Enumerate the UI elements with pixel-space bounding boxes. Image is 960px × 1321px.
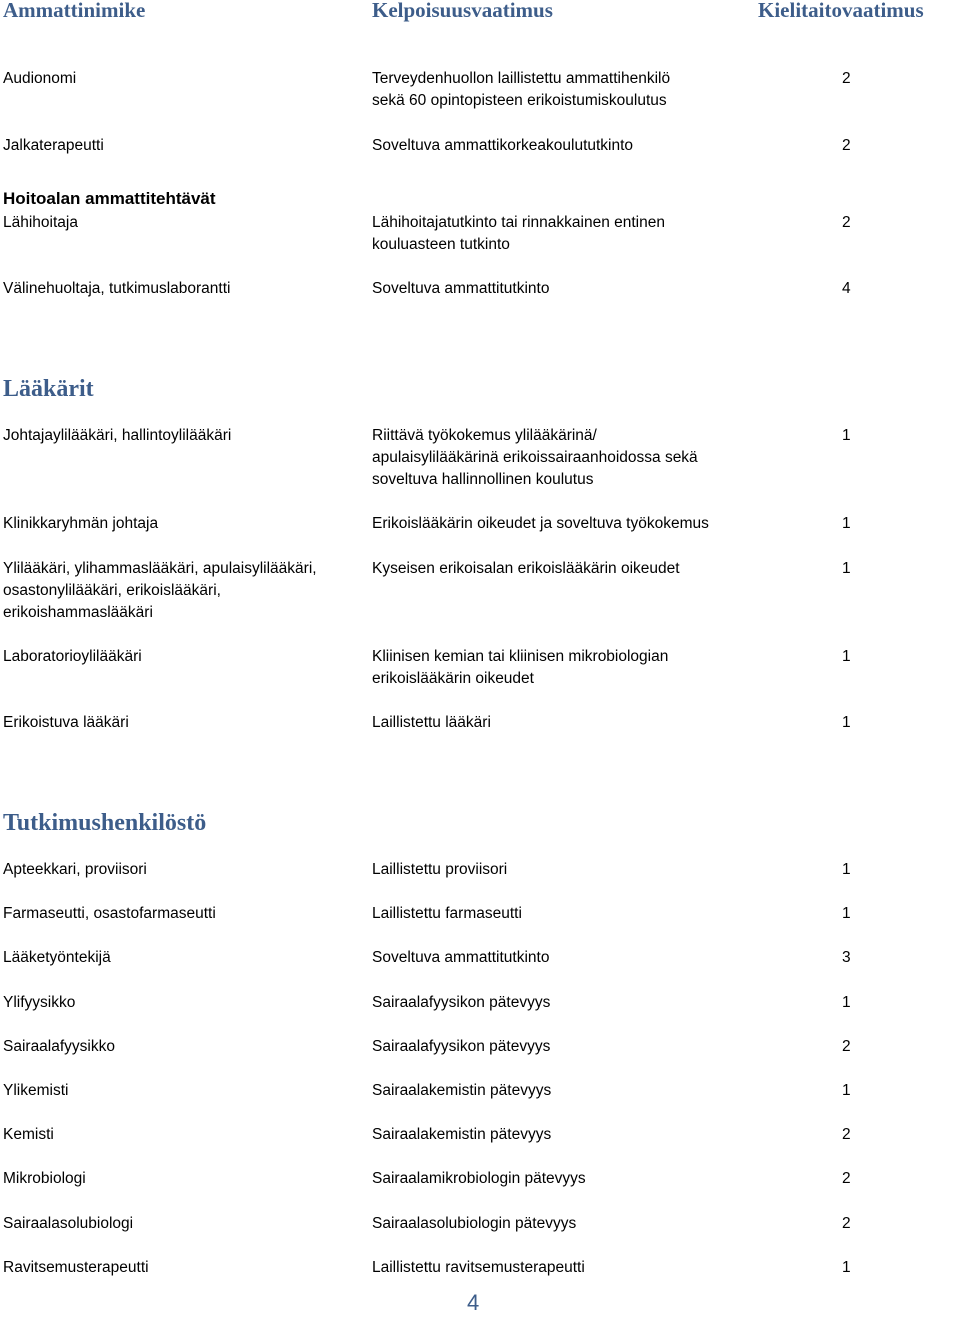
language-level: 2 — [842, 1126, 851, 1143]
requirement: Laillistettu proviisori — [372, 861, 508, 878]
section-title-tutkimushenkilosto: Tutkimushenkilöstö — [3, 810, 207, 836]
requirement: Terveydenhuollon laillistettu ammattihenkilö sekä 60 opintopisteen erikoistumiskoulutus — [372, 70, 671, 109]
job-title: Farmaseutti, osastofarmaseutti — [3, 905, 216, 922]
requirement: Kliinisen kemian tai kliinisen mikrobiologian erikoislääkärin oikeudet — [372, 648, 669, 687]
language-level: 1 — [842, 560, 851, 577]
requirement: Erikoislääkärin oikeudet ja soveltuva työkokemus — [372, 515, 709, 532]
language-level: 1 — [842, 648, 851, 665]
job-title: Mikrobiologi — [3, 1170, 86, 1187]
job-title: Apteekkari, proviisori — [3, 861, 147, 878]
requirement: Soveltuva ammattitutkinto — [372, 280, 550, 297]
job-title: Lähihoitaja — [3, 214, 78, 231]
language-level: 1 — [842, 994, 851, 1011]
job-title: Ylikemisti — [3, 1082, 69, 1099]
requirement: Kyseisen erikoisalan erikoislääkärin oikeudet — [372, 560, 680, 577]
job-title: Jalkaterapeutti — [3, 137, 104, 154]
requirement: Laillistettu farmaseutti — [372, 905, 522, 922]
job-title: Lääketyöntekijä — [3, 949, 111, 966]
requirement: Sairaalakemistin pätevyys — [372, 1126, 552, 1143]
job-title: Laboratorioylilääkäri — [3, 648, 142, 665]
language-level: 2 — [842, 70, 851, 87]
requirement: Sairaalasolubiologin pätevyys — [372, 1215, 577, 1232]
language-level: 2 — [842, 1215, 851, 1232]
requirement: Laillistettu ravitsemusterapeutti — [372, 1259, 585, 1276]
table-header — [0, 0, 960, 24]
header-title-col: Ammattinimike — [3, 0, 146, 22]
job-title: Välinehuoltaja, tutkimuslaborantti — [3, 280, 231, 297]
language-level: 4 — [842, 280, 851, 297]
requirement: Sairaalakemistin pätevyys — [372, 1082, 552, 1099]
language-level: 2 — [842, 1038, 851, 1055]
job-title: Audionomi — [3, 70, 77, 87]
job-title: Ravitsemusterapeutti — [3, 1259, 149, 1276]
page-number: 4 — [467, 1290, 480, 1315]
job-title: Sairaalafyysikko — [3, 1038, 115, 1055]
job-title: Klinikkaryhmän johtaja — [3, 515, 159, 532]
language-level: 2 — [842, 137, 851, 154]
job-title: Sairaalasolubiologi — [3, 1215, 134, 1232]
requirement: Sairaalafyysikon pätevyys — [372, 1038, 551, 1055]
job-title: Kemisti — [3, 1126, 54, 1143]
requirement: Riittävä työkokemus ylilääkärinä/ apulaisylilääkärinä erikoissairaanhoidossa sekä soveltuva hallinnollinen koulutus — [372, 427, 698, 488]
language-level: 2 — [842, 1170, 851, 1187]
requirement: Sairaalafyysikon pätevyys — [372, 994, 551, 1011]
language-level: 1 — [842, 1082, 851, 1099]
job-title: Johtajaylilääkäri, hallintoylilääkäri — [3, 427, 232, 444]
language-level: 2 — [842, 214, 851, 231]
language-level: 1 — [842, 1259, 851, 1276]
job-title: Erikoistuva lääkäri — [3, 714, 129, 731]
job-title: Ylilääkäri, ylihammaslääkäri, apulaisylilääkäri, osastonylilääkäri, erikoislääkäri, erikoishammaslääkäri — [3, 560, 317, 621]
language-level: 1 — [842, 714, 851, 731]
section-title-laakarit: Lääkärit — [3, 376, 94, 402]
language-level: 1 — [842, 861, 851, 878]
language-level: 1 — [842, 427, 851, 444]
language-level: 1 — [842, 515, 851, 532]
requirement: Lähihoitajatutkinto tai rinnakkainen entinen kouluasteen tutkinto — [372, 214, 665, 253]
requirement: Soveltuva ammattikorkeakoulututkinto — [372, 137, 634, 154]
subheading-hoitoala: Hoitoalan ammattitehtävät — [3, 189, 216, 208]
header-language-col: Kielitaitovaatimus — [758, 0, 924, 22]
language-level: 1 — [842, 905, 851, 922]
requirement: Soveltuva ammattitutkinto — [372, 949, 550, 966]
language-level: 3 — [842, 949, 851, 966]
requirement: Laillistettu lääkäri — [372, 714, 491, 731]
requirement: Sairaalamikrobiologin pätevyys — [372, 1170, 586, 1187]
job-title: Ylifyysikko — [3, 994, 76, 1011]
header-requirement-col: Kelpoisuusvaatimus — [372, 0, 553, 22]
